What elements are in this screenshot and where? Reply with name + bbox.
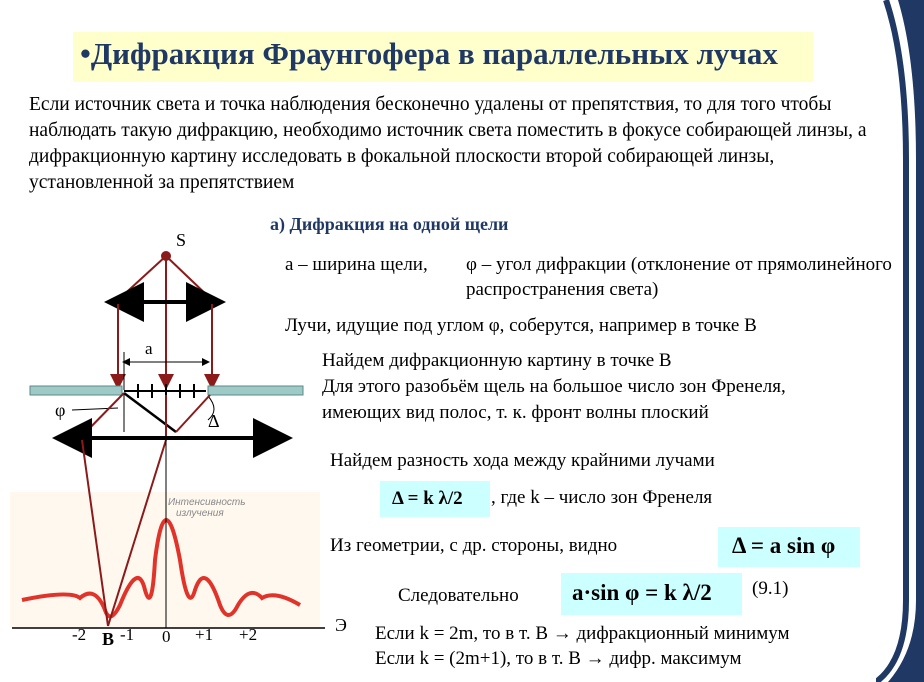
- tick-plus-2: +2: [239, 625, 258, 644]
- tick-plus-1: +1: [195, 625, 214, 644]
- diffraction-diagram: [0, 220, 380, 682]
- slide-frame: [876, 0, 924, 682]
- path-difference-text: Найдем разность хода между крайними лучами: [330, 450, 715, 471]
- wavefront: [124, 393, 176, 432]
- definition-phi-line2: распространения света): [466, 279, 659, 300]
- equation-number: (9.1): [752, 578, 789, 599]
- find-line-3: имеющих вид полос, т. к. фронт волны плоский: [322, 402, 709, 423]
- label-delta: Δ: [208, 411, 220, 431]
- label-a: a: [145, 339, 153, 358]
- tick-minus-2: -2: [72, 625, 87, 644]
- find-line-2: Для этого разобьём щель на большое число зон Френеля,: [322, 376, 786, 397]
- tick-minus-1: -1: [120, 625, 135, 644]
- label-S: S: [176, 230, 187, 250]
- formula-geometry: Δ = a sin φ: [732, 533, 836, 558]
- rays-text: Лучи, идущие под углом φ, соберутся, например в точке B: [285, 315, 757, 336]
- graph-label-2: излучения: [176, 508, 224, 519]
- axis-E-label: Э: [335, 615, 347, 635]
- definition-a: а – ширина щели,: [285, 254, 428, 275]
- minimum-condition: Если k = 2m, то в т. B → дифракционный минимум: [375, 623, 790, 644]
- label-phi: φ: [55, 400, 66, 420]
- formula-1-note: , где k – число зон Френеля: [491, 487, 713, 508]
- maximum-condition: Если k = (2m+1), то в т. B → дифр. максимум: [375, 648, 742, 669]
- slit-plate-left: [30, 386, 122, 395]
- formula-path-difference: Δ = k λ/2: [392, 488, 463, 509]
- definition-phi-line1: φ – угол дифракции (отклонение от прямолинейного: [466, 254, 892, 275]
- slit-plate-right: [208, 386, 303, 395]
- graph-label-1: Интенсивность: [168, 497, 246, 508]
- intro-paragraph: Если источник света и точка наблюдения бесконечно удалены от препятствия, то для того чтобы наблюдать такую дифракцию, необходимо источник света поместить в фокусе собирающей линзы, а дифракционную картину исследовать в фокальной плоскости второй собирающей линзы, установленной за препятствием: [29, 94, 867, 193]
- geometry-text: Из геометрии, с др. стороны, видно: [330, 535, 618, 556]
- find-line-1: Найдем дифракционную картину в точке B: [322, 350, 672, 371]
- label-B: B: [102, 629, 115, 649]
- intensity-graph-area: [10, 492, 320, 628]
- subheading: а) Дифракция на одной щели: [270, 214, 509, 234]
- formula-condition: a·sin φ = k λ/2: [572, 580, 712, 605]
- slide-title: •Дифракция Фраунгофера в параллельных лучах: [80, 36, 778, 71]
- tick-0: 0: [162, 627, 171, 646]
- therefore-text: Следовательно: [398, 585, 519, 606]
